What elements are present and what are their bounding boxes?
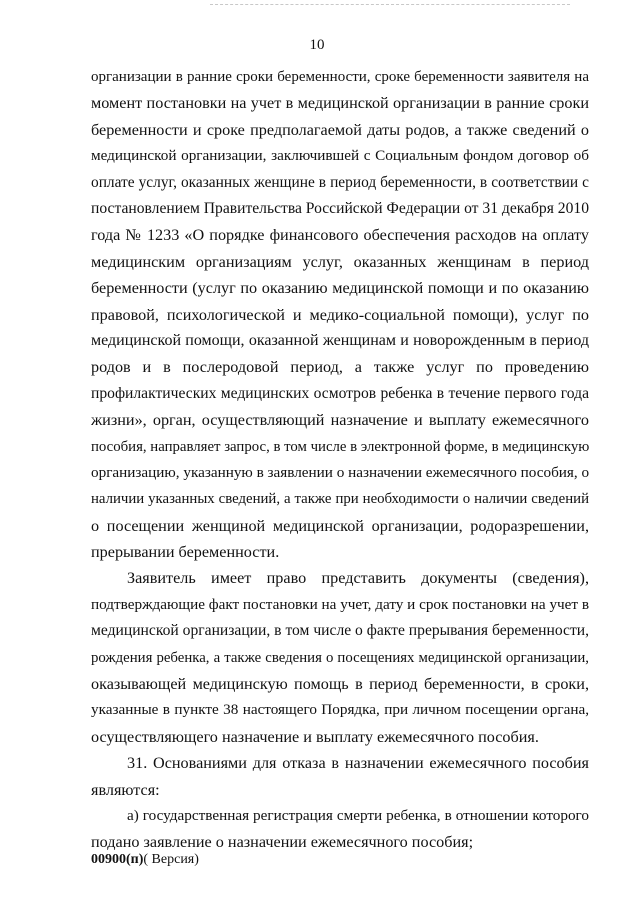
text-line: о посещении женщиной медицинской организации, родоразрешении, <box>91 517 589 535</box>
text-line: медицинской организации, заключившей с Социальным фондом договор об <box>91 147 589 164</box>
text-line: момент постановки на учет в медицинской организации в ранние сроки <box>91 94 589 112</box>
text-line: наличии указанных сведений, а также при необходимости о наличии сведений <box>91 491 589 507</box>
text-line: 31. Основаниями для отказа в назначении ежемесячного пособия <box>127 754 589 772</box>
text-line: организацию, указанную в заявлении о назначении ежемесячного пособия, о <box>91 464 589 481</box>
text-line: указанные в пункте 38 настоящего Порядка, при личном посещении органа, <box>91 701 589 718</box>
text-line: года № 1233 «О порядке финансового обеспечения расходов на оплату <box>91 226 589 244</box>
text-line: подтверждающие факт постановки на учет, дату и срок постановки на учет в <box>91 596 589 613</box>
text-line: беременности и сроке предполагаемой даты родов, а также сведений о <box>91 121 589 139</box>
text-line: оказывающей медицинскую помощь в период беременности, в сроки, <box>91 675 589 693</box>
text-line: осуществляющего назначение и выплату ежемесячного пособия. <box>91 728 539 746</box>
text-line: подано заявление о назначении ежемесячного пособия; <box>91 833 474 851</box>
text-line: медицинской организации, в том числе о факте прерывания беременности, <box>91 622 589 639</box>
text-line: а) государственная регистрация смерти ребенка, в отношении которого <box>127 807 589 824</box>
page-number: 10 <box>309 37 325 53</box>
text-line: пособия, направляет запрос, в том числе в электронной форме, в медицинскую <box>91 439 589 455</box>
text-line: родов и в послеродовой период, а также услуг по проведению <box>91 358 589 376</box>
text-line: медицинской помощи, оказанной женщинам и новорожденным в период <box>91 332 589 349</box>
text-line: Заявитель имеет право представить документы (сведения), <box>127 569 589 587</box>
text-line: правовой, психологической и медико-социальной помощи), услуг по <box>91 306 589 324</box>
text-line: рождения ребенка, а также сведения о посещениях медицинской организации, <box>91 650 589 666</box>
text-line: медицинским организациям услуг, оказанных женщинам в период <box>91 253 589 271</box>
document-version: ( Версия) <box>143 852 199 867</box>
text-line: оплате услуг, оказанных женщине в период беременности, в соответствии с <box>91 174 589 191</box>
document-footer <box>91 851 199 869</box>
text-line: профилактических медицинских осмотров ребенка в течение первого года <box>91 385 589 402</box>
text-line: прерывании беременности. <box>91 543 280 561</box>
text-line: постановлением Правительства Российской Федерации от 31 декабря 2010 <box>91 200 589 217</box>
scan-top-edge <box>210 4 570 5</box>
text-line: беременности (услуг по оказанию медицинской помощи и по оказанию <box>91 279 589 297</box>
text-line: являются: <box>91 781 160 799</box>
document-code: 00900(п) <box>91 852 144 867</box>
text-line: жизни», орган, осуществляющий назначение и выплату ежемесячного <box>91 411 589 429</box>
text-line: организации в ранние сроки беременности, сроке беременности заявителя на <box>91 69 589 85</box>
